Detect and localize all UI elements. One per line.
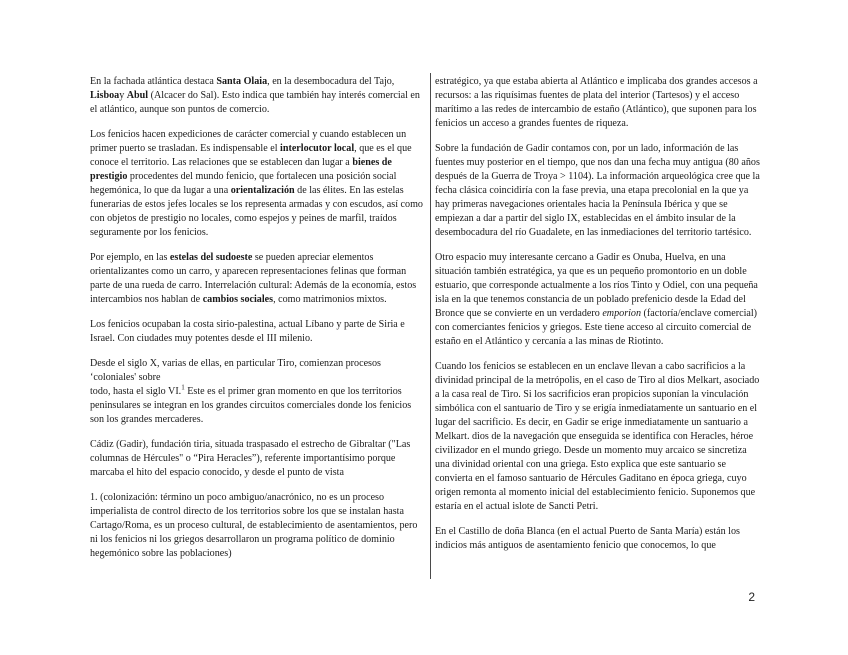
paragraph-commercial-expeditions: Los fenicios hacen expediciones de carácter comercial y cuando establecen un primer puerto se trasladan. Es indispensable el interlocutor local, que es el que conoce el territorio. Las relaciones que se establecen dan lugar a bienes de prestigio procedentes del mundo fenicio, que fortalecen una posición social hegemónica, lo que da lugar a una orientalización de las élites. En las estelas funerarias de estos jefes locales se los representa armadas y con escudos, así como con objetos de prestigio no locales, como espejos y peines de marfil, traídos seguramente por los fenicios. [90, 129, 423, 238]
paragraph-southwest-stelae: Por ejemplo, en las estelas del sudoeste se pueden apreciar elementos orientalizantes como un carro, y aparecen representaciones felinas que forman parte de una rueda de carro. Interrelación cultural: Además de la economía, estos intercambios nos hablan de cambios sociales, como matrimonios mixtos. [90, 252, 417, 305]
paragraph-onuba-huelva: Otro espacio muy interesante cercano a Gadir es Onuba, Huelva, en una situación también estratégica, ya que es un pequeño promontorio en un doble estuario, que corresponde actualmente a los ríos Tinto y Odiel, con una pequeña isla en la que tenemos constancia de un poblado prefenicio desde la Edad del Bronce que se convierte en un verdadero emporion (factoría/enclave comercial) con comerciantes fenicios y griegos. Este tiene acceso al circuito comercial de estaño en el Atlántico y cercanía a las minas de Riotinto. [435, 252, 758, 347]
paragraph-gadir-foundation: Sobre la fundación de Gadir contamos con, por un lado, información de las fuentes muy posterior en el tiempo, que nos dan una fecha muy antigua (80 años después de la Guerra de Troya > 1104). La información arqueológica cree que la fecha clásica coincidiría con la fase previa, una etapa precolonial en la que ya hay primeras navegaciones orientales hacia la Península Ibérica y que se empiezan a dar a partir del siglo IX, establecidas en el ámbito insular de la desembocadura del río Guadalete, en las inmediaciones del territorio tartésico. [435, 143, 760, 238]
column-divider [430, 73, 431, 579]
right-column [435, 75, 761, 564]
footnote-reference: 1 [181, 383, 185, 392]
page-number: 2 [748, 590, 755, 604]
paragraph-colonial-processes: Desde el siglo X, varias de ellas, en particular Tiro, comienzan procesos ‘coloniales' sobre todo, hasta el siglo VI.$^1$ Este es el primer gran momento en que los territorios peninsulares se integran en los grandes circuitos comerciales donde los fenicios son los grandes mercaderes. [90, 358, 412, 425]
paragraph-phoenician-coast: Los fenicios ocupaban la costa sirio-palestina, actual Líbano y parte de Siria e Israel. Con ciudades muy potentes desde el III milenio. [90, 319, 405, 344]
paragraph-castillo-dona-blanca: En el Castillo de doña Blanca (en el actual Puerto de Santa María) están los indicios más antiguos de asentamiento fenicio que conocemos, lo que [435, 526, 740, 551]
paragraph-atlantic-facade: En la fachada atlántica destaca Santa Olaia, en la desembocadura del Tajo, Lisboay Abul (Alcacer do Sal). Esto indica que también hay interés comercial en el atlántico, aunque son puntos de comercio. [90, 76, 420, 115]
left-column [90, 75, 426, 572]
paragraph-melkart-sanctuary: Cuando los fenicios se establecen en un enclave llevan a cabo sacrificios a la divinidad principal de la metrópolis, en el caso de Tiro al dios Melkart, asociado a la casa real de Tiro. Si los sacrificios eran propicios suponían la vinculación simbólica con el santuario de Tiro y se erigía inmediatamente un santuario en el lugar del sacrificio. Es decir, en Gadir se erige inmediatamente un santuario a Melkart. dios de la navegación que enseguida se identifica con Heracles, héroe civilizador en el mundo griego. Desde un momento muy arcaico se sincretiza una divinidad oriental con una griega. Esto explica que este santuario se convierta en el famoso santuario de Hércules Gaditano en época griega, cuyo origen remonta al momento inicial del establecimiento fenicio. Suponemos que estaría en el actual islote de Sancti Petri. [435, 361, 760, 512]
paragraph-strategic-access: estratégico, ya que estaba abierta al Atlántico e implicaba dos grandes accesos a recursos: a las riquísimas fuentes de plata del interior (Tartesos) y el acceso marítimo a las redes de intercambio de estaño (Atlántico), que suponen para los fenicios un acceso a grandes fuentes de riqueza. [435, 76, 758, 129]
paragraph-cadiz-gadir: Cádiz (Gadir), fundación tiria, situada traspasado el estrecho de Gibraltar ("Las columnas de Hércules" o “Pira Heracles”), referente importantísimo porque marcaba el hito del espacio conocido, y desde el punto de vista [90, 439, 411, 478]
footnote-colonization: 1. (colonización: término un poco ambiguo/anacrónico, no es un proceso imperialista de control directo de los territorios sobre los que se instalan hasta Cartago/Roma, es un proceso cultural, de establecimiento de asentamientos, pero ni los fenicios ni los griegos desarrollaron un programa político de dominio hegemónico sobre las poblaciones) [90, 492, 418, 559]
